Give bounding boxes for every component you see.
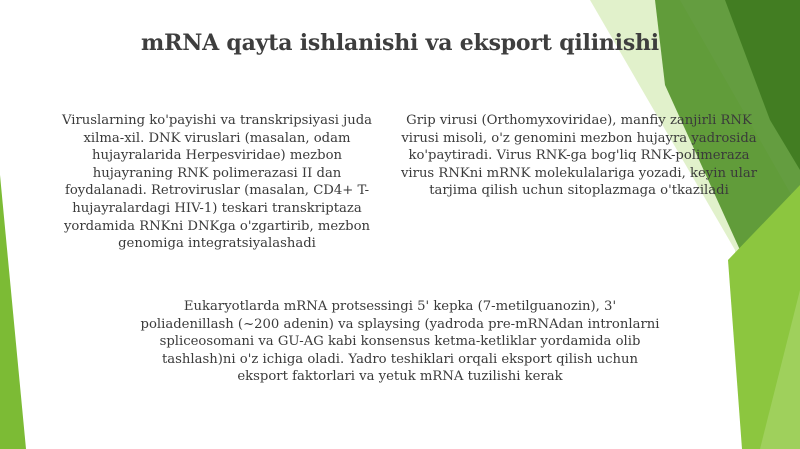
right-text-block: Grip virusi (Orthomyxoviridae), manfiy zanjirli RNK virusi misoli, o'z genomini mezbon hujayra yadrosida ko'paytiradi. Virus RNK-ga bog'liq RNK-polimeraza virus RNKni mRNK molekulalariga yozadi, keyin ular tarjima qilish uchun sitoplazmaga o'tkaziladi [400,113,758,199]
slide-title: mRNA qayta ishlanishi va eksport qilinishi [141,30,659,56]
bottom-text-block: Eukaryotlarda mRNA protsessingi 5' kepka (7-metilguanozin), 3' poliadenillash (~200 adenin) va splaysing (yadroda pre-mRNAdan intronlarni spliceosomani va GU-AG kabi konsensus ketma-ketliklar yordamida olib tashlash)ni o'z ichiga oladi. Yadro teshiklari orqali eksport qilish uchun eksport faktorlari va yetuk mRNA tuzilishi kerak [140,299,660,385]
left-text-block: Viruslarning ko'payishi va transkripsiyasi juda xilma-xil. DNK viruslari (masalan, odam hujayralarida Herpesviridae) mezbon hujayraning RNK polimerazasi II dan foydalanadi. Retroviruslar (masalan, CD4+ T-hujayralardagi HIV-1) teskari transkriptaza yordamida RNKni DNKga o'zgartirib, mezbon genomiga integratsiyalashadi [61,113,373,252]
left-green-sliver [0,175,26,449]
